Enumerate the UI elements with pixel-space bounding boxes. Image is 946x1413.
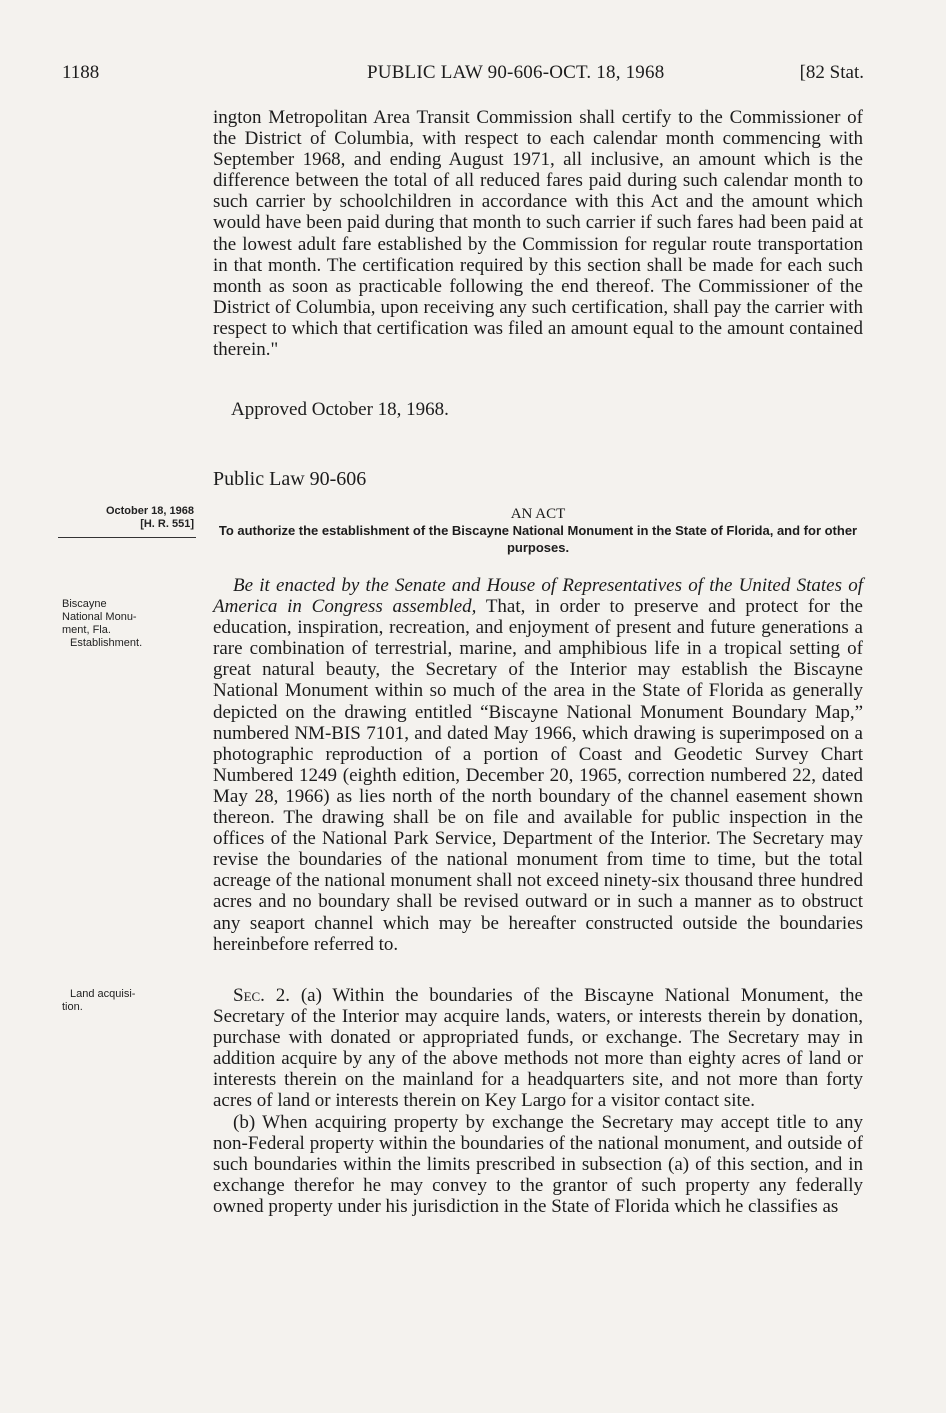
- continuation-paragraph: ington Metropolitan Area Transit Commission shall certify to the Commissioner of the District of Columbia, with respect to each calendar month commencing with September 1968, and ending August 1971, all inclusive, an amount which is the difference between the total of all reduced fares paid during such calendar month to such carrier by schoolchildren in accordance with this Act and the amount which would have been paid during that month to such carrier if such fares had been paid at the lowest adult fare established by the Commission for regular route transportation in that month. The certification required by this section shall be made for each such month as soon as practicable following the end thereof. The Commissioner of the District of Columbia, upon receiving any such certification, shall pay the carrier with respect to which that certification was filed an amount equal to the amount contained therein.": [213, 107, 863, 361]
- act-title: To authorize the establishment of the Biscayne National Monument in the State of Florida, and for other purposes.: [218, 523, 858, 555]
- margin-divider: [58, 537, 196, 538]
- page-number: 1188: [62, 62, 100, 83]
- margin-note-date: [64, 505, 194, 538]
- margin-date: October 18, 1968: [105, 505, 194, 517]
- enacting-clause: Be it enacted by the Senate and House of Representatives of the United States of America in Congress assembled,: [213, 575, 863, 618]
- an-act-heading: AN ACT: [510, 506, 566, 522]
- section-2b-paragraph: (b) When acquiring property by exchange the Secretary may accept title to any non-Federal property within the boundaries of the national monument, and outside of such boundaries within the limits prescribed in subsection (a) of this section, and in exchange therefor he may convey to the grantor of such property any federally owned property under his jurisdiction in the State of Florida which he classifies as: [213, 1111, 863, 1217]
- section-2-label: Sec. 2.: [233, 985, 290, 1006]
- section-1-text: That, in order to preserve and protect for the education, inspiration, recreation, and enjoyment of present and future generations a rare combination of terrestrial, marine, and amphibious life in a tropical setting of great natural beauty, the Secretary of the Interior may establish the Biscayne National Monument within so much of the area in the State of Florida as generally depicted on the drawing entitled “Biscayne National Monument Boundary Map,” numbered NM-BIS 7101, and dated May 1966, which drawing is superimposed on a photographic reproduction of a portion of Coast and Geodetic Survey Chart Numbered 1249 (eighth edition, December 20, 1965, correction numbered 22, dated May 28, 1966) as lies north of the north boundary of the channel easement shown thereon. The drawing shall be on file and available for public inspection in the offices of the National Park Service, Department of the Interior. The Secretary may revise the boundaries of the national monument from time to time, but the total acreage of the national monument shall not exceed ninety-six thousand three hundred acres and no boundary shall be revised outward or in such a manner as to obstruct any seaport channel which may be hereafter constructed outside the boundaries hereinbefore referred to.: [213, 596, 863, 955]
- section-2a-text: (a) Within the boundaries of the Biscayne National Monument, the Secretary of the Interior may acquire lands, waters, or interests therein by donation, purchase with donated or appropriated funds, or exchange. The Secretary may in addition acquire by any of the above methods not more than eighty acres of land or interests therein on the mainland for a headquarters site, and not more than forty acres of land or interests therein on Key Largo for a visitor contact site.: [213, 985, 863, 1112]
- margin-bill-number: [H. R. 551]: [140, 518, 194, 530]
- running-head: PUBLIC LAW 90-606-OCT. 18, 1968: [367, 62, 665, 83]
- page-header: [62, 62, 864, 88]
- margin-line: Land acquisi-: [70, 988, 136, 1000]
- public-law-label: Public Law 90-606: [213, 468, 367, 490]
- continuation-block: [213, 107, 863, 360]
- margin-note-land: [62, 988, 190, 1014]
- margin-note-biscayne: [62, 598, 192, 650]
- margin-line: National Monu-: [62, 611, 137, 623]
- section-2-block: [213, 985, 863, 1217]
- margin-line: ment, Fla.: [62, 624, 111, 636]
- statute-reference: [82 Stat.: [799, 62, 864, 83]
- margin-line: Establishment.: [70, 637, 143, 649]
- section-2a-paragraph: [213, 985, 863, 1112]
- section-1-block: [213, 575, 863, 955]
- section-1-paragraph: [213, 575, 863, 955]
- margin-line: tion.: [62, 1001, 83, 1013]
- approval-line: Approved October 18, 1968.: [231, 399, 449, 420]
- margin-line: Biscayne: [62, 598, 107, 610]
